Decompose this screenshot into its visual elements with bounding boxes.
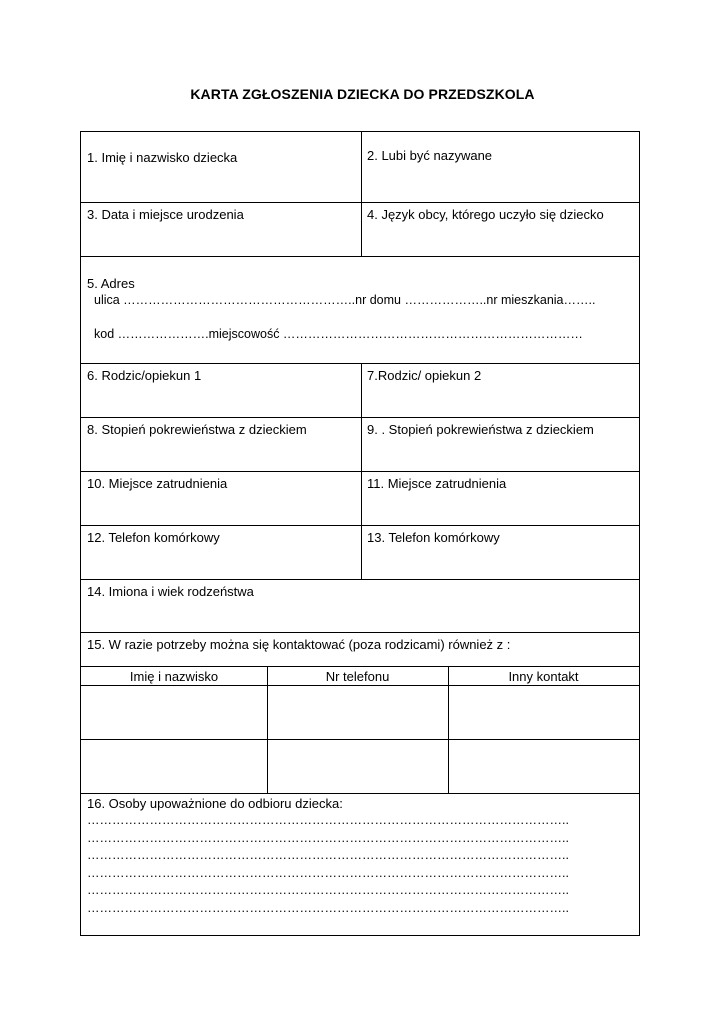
- row-siblings: [81, 580, 639, 633]
- contact-table-header: [81, 667, 639, 686]
- row-authorized-persons: [81, 794, 639, 936]
- authorized-line-1[interactable]: ……………………………………………………………………………………………………..: [87, 813, 569, 827]
- row-birth: [81, 203, 639, 257]
- row-phone: [81, 526, 639, 580]
- authorized-line-5[interactable]: ……………………………………………………………………………………………………..: [87, 883, 569, 897]
- header-name: Imię i nazwisko: [129, 669, 219, 684]
- contact-1-name-cell[interactable]: [81, 686, 267, 739]
- contact-1-other-cell[interactable]: [448, 686, 639, 739]
- table-row: [81, 740, 639, 794]
- field-siblings[interactable]: 14. Imiona i wiek rodzeństwa: [87, 584, 254, 599]
- address-city-line[interactable]: kod ………………….miejscowość ………………………………………………………………: [94, 326, 583, 341]
- field-parent-2[interactable]: 7.Rodzic/ opiekun 2: [367, 368, 482, 383]
- authorized-line-2[interactable]: ……………………………………………………………………………………………………..: [87, 830, 569, 845]
- field-phone-1[interactable]: 12. Telefon komórkowy: [87, 530, 220, 545]
- contact-2-other-cell[interactable]: [448, 740, 639, 793]
- field-address[interactable]: [81, 257, 639, 363]
- field-foreign-language[interactable]: 4. Język obcy, którego uczyło się dziecko: [367, 207, 604, 222]
- field-emergency-contact: 15. W razie potrzeby można się kontaktować (poza rodzicami) również z :: [87, 637, 511, 652]
- address-label: 5. Adres: [87, 276, 135, 291]
- header-phone: Nr telefonu: [325, 669, 390, 684]
- registration-form: [80, 131, 640, 936]
- field-nickname[interactable]: 2. Lubi być nazywane: [367, 148, 493, 163]
- authorized-line-6[interactable]: ……………………………………………………………………………………………………..: [87, 900, 569, 915]
- field-relationship-2[interactable]: 9. . Stopień pokrewieństwa z dzieckiem: [367, 422, 594, 437]
- row-relationship: [81, 418, 639, 472]
- address-street-line[interactable]: ulica ………………………………………………..nr domu ………………..nr mieszkania……..: [94, 293, 596, 307]
- row-employment: [81, 472, 639, 526]
- field-birth-date-place[interactable]: 3. Data i miejsce urodzenia: [87, 207, 244, 222]
- contact-1-phone-cell[interactable]: [267, 686, 448, 739]
- contact-2-name-cell[interactable]: [81, 740, 267, 793]
- field-employment-1[interactable]: 10. Miejsce zatrudnienia: [87, 476, 228, 491]
- header-other-contact: Inny kontakt: [508, 669, 579, 684]
- row-parents: [81, 364, 639, 418]
- field-child-name[interactable]: 1. Imię i nazwisko dziecka: [87, 150, 238, 165]
- contact-2-phone-cell[interactable]: [267, 740, 448, 793]
- authorized-line-3[interactable]: ……………………………………………………………………………………………………..: [87, 848, 569, 862]
- table-row: [81, 686, 639, 740]
- row-emergency-contact: [81, 633, 639, 667]
- field-employment-2[interactable]: 11. Miejsce zatrudnienia: [367, 476, 507, 491]
- authorized-persons-label: 16. Osoby upoważnione do odbioru dziecka:: [87, 796, 343, 811]
- field-relationship-1[interactable]: 8. Stopień pokrewieństwa z dzieckiem: [87, 422, 307, 437]
- field-phone-2[interactable]: 13. Telefon komórkowy: [367, 530, 500, 545]
- field-parent-1[interactable]: 6. Rodzic/opiekun 1: [87, 368, 202, 383]
- field-authorized-persons[interactable]: [81, 794, 639, 936]
- row-address: [81, 257, 639, 364]
- form-title: KARTA ZGŁOSZENIA DZIECKA DO PRZEDSZKOLA: [190, 86, 535, 102]
- row-child-name: [81, 132, 639, 203]
- authorized-line-4[interactable]: ……………………………………………………………………………………………………..: [87, 865, 569, 880]
